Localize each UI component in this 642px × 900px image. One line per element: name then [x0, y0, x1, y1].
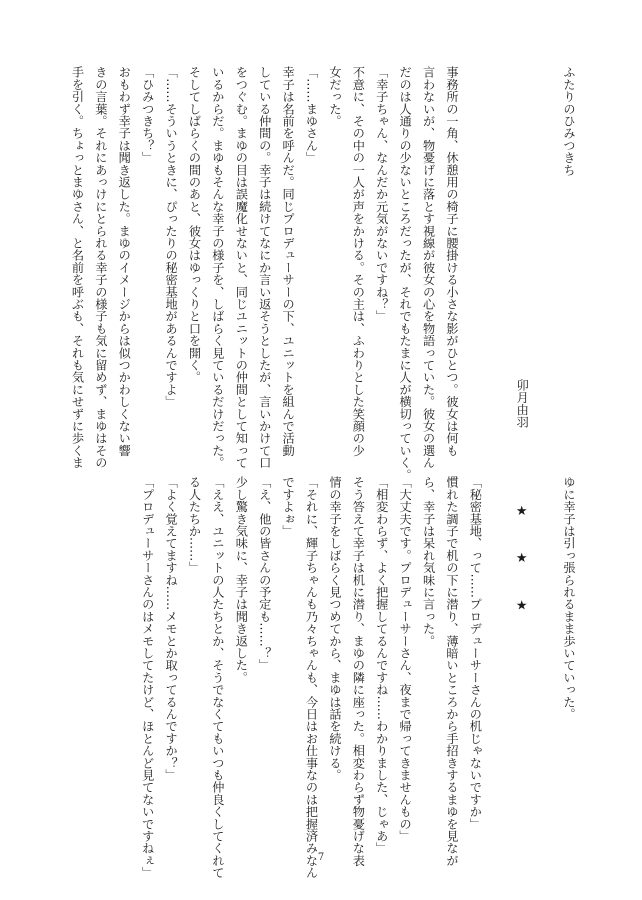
body-line: る人たちか……」: [187, 476, 202, 574]
body-line: 「……そういうときに、ぴったりの秘密基地があるんですよ」: [164, 66, 179, 408]
body-line: ですよぉ」: [281, 476, 296, 537]
story-author: 卯月由羽: [515, 379, 530, 428]
body-line: いるからだ。まゆもそんな幸子の様子を、しばらく見ているだけだった。: [210, 66, 225, 469]
body-line: ゆに幸子は引っ張られるまま歩いていった。: [562, 476, 576, 720]
body-line: 慣れた調子で机の下に潜り、薄暗いところから手招きするまゆを見なが: [444, 476, 459, 867]
body-line: そう答えて幸子は机に潜り、まゆの隣に座った。相変わらず物憂げな表: [351, 476, 366, 867]
body-line: きの言葉。それにあっけにとられる幸子の様子も気に留めず、まゆはその: [93, 66, 108, 469]
body-line: だのは人通りの少ないところだったが、それでもたまに人が横切っていく。: [398, 66, 413, 481]
body-line: 「プロデューサーさんのはメモしてたけど、ほとんど見てないですねぇ」: [140, 476, 155, 879]
upper-text-block: [70, 66, 580, 481]
blank-line: [533, 66, 556, 428]
body-line: 「秘密基地、って……プロデューサーさんの机じゃないですか」: [468, 476, 483, 830]
page-number: 7: [317, 852, 325, 863]
body-line: をつぐむ。まゆの目は誤魔化せないと、同じユニットの仲間として知って: [234, 66, 249, 469]
body-line: 「相変わらず、よく把握してるんですね……わかりました、じゃあ」: [374, 476, 389, 855]
body-line: 「大丈夫です。プロデューサーさん、夜まで帰ってきませんもの」: [398, 476, 413, 842]
blank-line: [486, 476, 509, 836]
body-line: 「ええ、ユニットの人たちとか、そうでなくてもいつも仲良くしてくれて: [210, 476, 225, 879]
body-line: 不意に、その中の一人が声をかける。その主は、ふわりとした笑顔の少: [351, 66, 366, 457]
body-line: 「それに、輝子ちゃんも乃々ちゃんも、今日はお仕事なのは把握済みなん: [304, 476, 319, 879]
body-line: 「よく覚えてますね……メモとか取ってるんですか？」: [164, 476, 179, 781]
body-line: 女だった。: [327, 66, 342, 127]
body-line: している仲間の。幸子は続けてなにか言い返そうとしたが、言いかけて口: [257, 66, 272, 469]
body-line: 「ひみつきち？」: [140, 66, 155, 164]
body-line: 事務所の一角、休憩用の椅子に腰掛ける小さな影がひとつ。彼女は何も: [444, 66, 459, 457]
body-line: そしてしばらくの間のあと、彼女はゆっくりと口を開く。: [187, 66, 202, 384]
body-line: 「……まゆさん」: [304, 66, 319, 164]
body-line: 言わないが、物憂げに落とす視線が彼女の心を物語っていた。彼女の選ん: [421, 66, 436, 469]
body-line: 幸子は名前を呼んだ。同じプロデューサーの下、ユニットを組んで活動: [281, 66, 296, 457]
blank-line: [533, 476, 556, 836]
body-line: ら、幸子は呆れ気味に言った。: [421, 476, 436, 647]
story-title: ふたりのひみつきち: [562, 66, 576, 176]
body-line: 手を引く。ちょっとまゆさん、と名前を呼ぶも、それも気にせずに歩くま: [70, 66, 85, 469]
body-line: 情の幸子をしばらく見つめてから、まゆは話を続ける。: [327, 476, 342, 781]
body-line: 「幸子ちゃん、なんだか元気がないですね？」: [374, 66, 389, 323]
lower-text-block: [80, 476, 580, 879]
body-line: 少し驚き気味に、幸子は聞き返した。: [234, 476, 249, 684]
section-break-stars: ★ ★ ★: [514, 504, 530, 628]
blank-line: [463, 66, 486, 428]
body-line: 「え、他の皆さんの予定も……？」: [257, 476, 272, 672]
body-line: おもわず幸子は聞き返した。まゆのイメージからは似つかわしくない響: [117, 66, 132, 457]
blank-line: [486, 66, 509, 428]
